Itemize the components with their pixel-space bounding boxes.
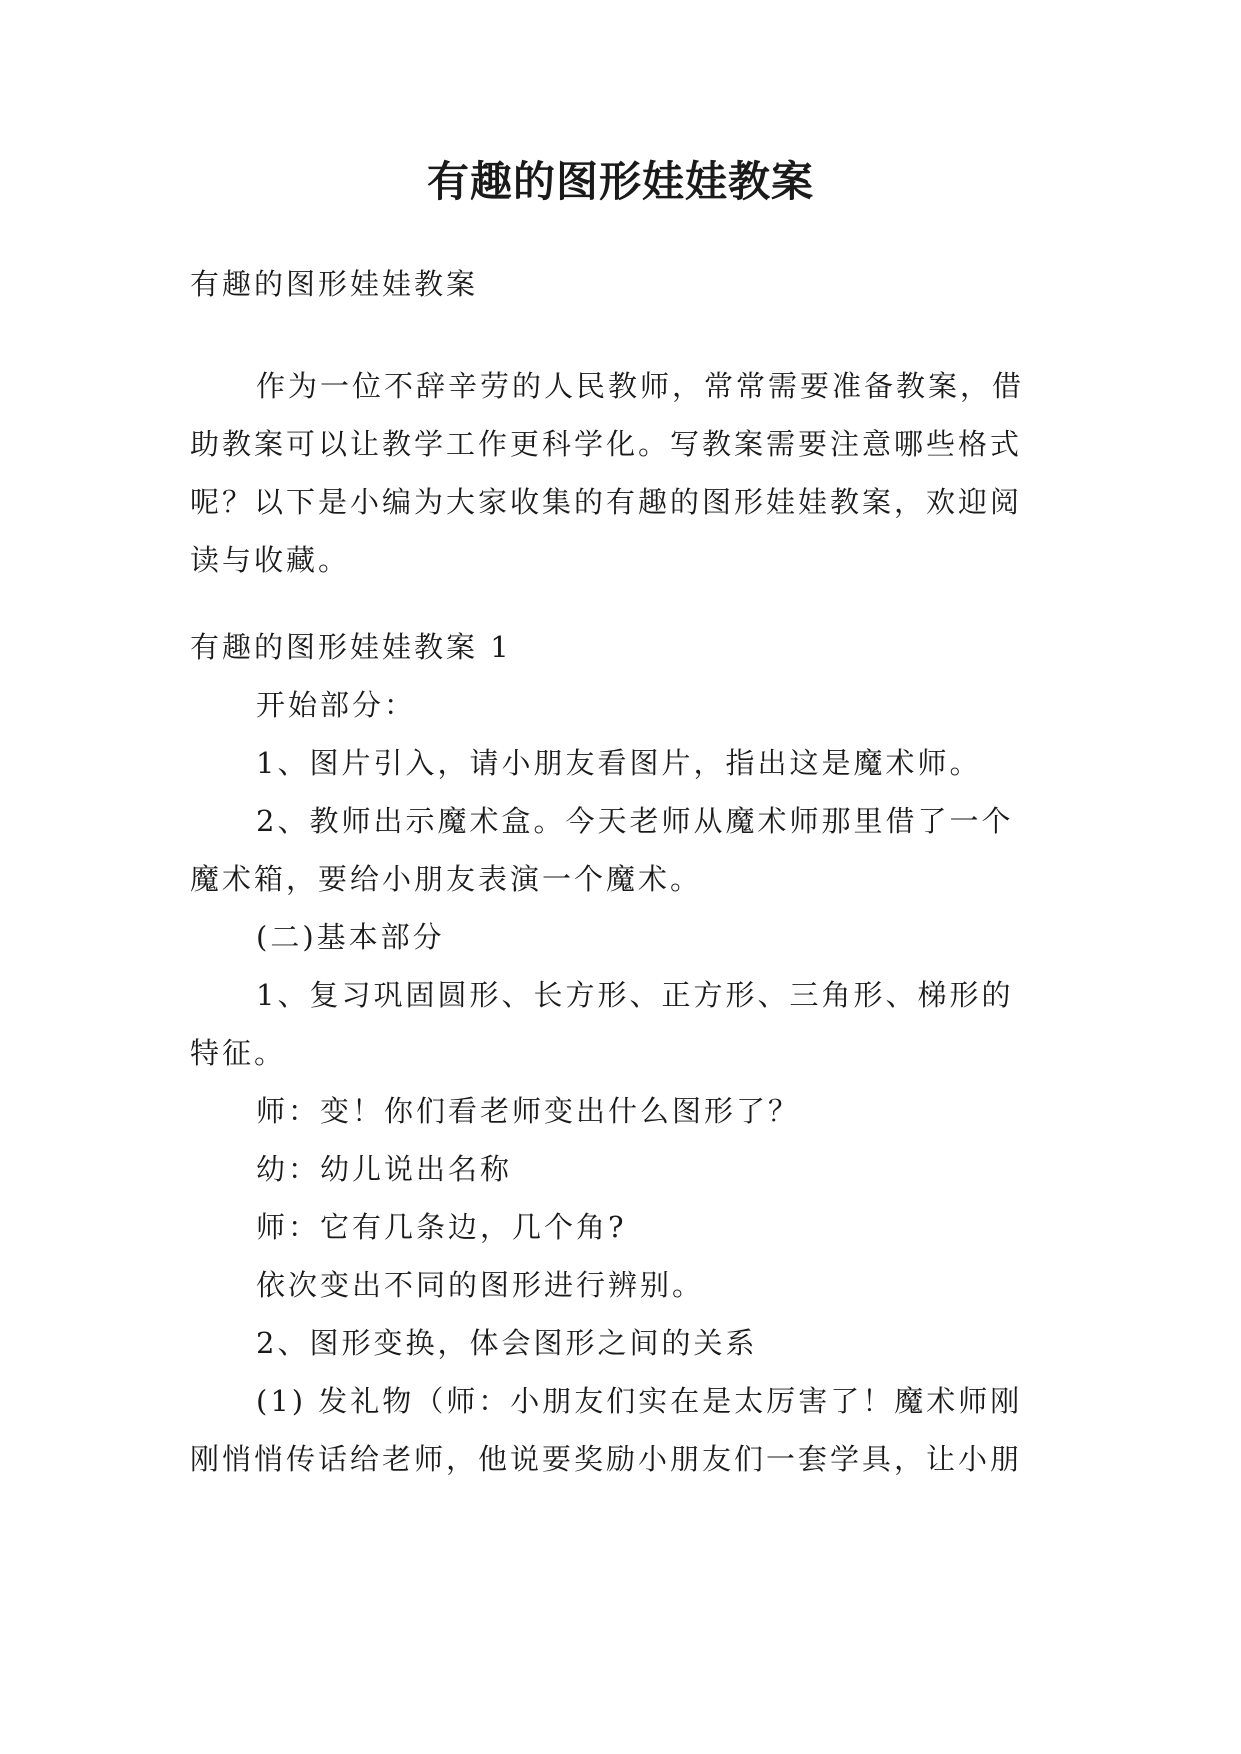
section-line-3: 2、教师出示魔术盒。今天老师从魔术师那里借了一个: [256, 804, 1014, 838]
section-line-7: 特征。: [190, 1036, 287, 1070]
section-line-5: (二)基本部分: [256, 920, 445, 954]
section-line-1: 开始部分：: [256, 688, 417, 722]
page-title: 有趣的图形娃娃教案: [426, 157, 814, 206]
intro-line-3: 呢？以下是小编为大家收集的有趣的图形娃娃教案，欢迎阅: [190, 485, 1023, 519]
intro-paragraph: [190, 357, 1060, 589]
section-line-9: 幼：幼儿说出名称: [256, 1152, 513, 1186]
section-line-2: 1、图片引入，请小朋友看图片，指出这是魔术师。: [256, 746, 982, 780]
section-line-12: 2、图形变换，体会图形之间的关系: [256, 1326, 758, 1360]
section-line-13: (1) 发礼物（师：小朋友们实在是太厉害了！魔术师刚: [256, 1384, 1023, 1418]
intro-line-2: 助教案可以让教学工作更科学化。写教案需要注意哪些格式: [190, 427, 1023, 461]
intro-line-1: 作为一位不辞辛劳的人民教师，常常需要准备教案，借: [256, 369, 1025, 403]
section-line-14: 刚悄悄传话给老师，他说要奖励小朋友们一套学具，让小朋: [190, 1442, 1023, 1476]
document-subtitle: [190, 255, 1060, 313]
intro-line-4: 读与收藏。: [190, 543, 351, 577]
section-line-10: 师：它有几条边，几个角?: [256, 1210, 627, 1244]
section-line-8: 师：变！你们看老师变出什么图形了？: [256, 1094, 801, 1128]
subtitle-line: 有趣的图形娃娃教案: [190, 267, 479, 301]
section-body: [190, 618, 1060, 1488]
section-line-4: 魔术箱，要给小朋友表演一个魔术。: [190, 862, 703, 896]
section-line-6: 1、复习巩固圆形、长方形、正方形、三角形、梯形的: [256, 978, 1014, 1012]
section-heading: 有趣的图形娃娃教案 1: [190, 630, 512, 664]
section-line-11: 依次变出不同的图形进行辨别。: [256, 1268, 705, 1302]
